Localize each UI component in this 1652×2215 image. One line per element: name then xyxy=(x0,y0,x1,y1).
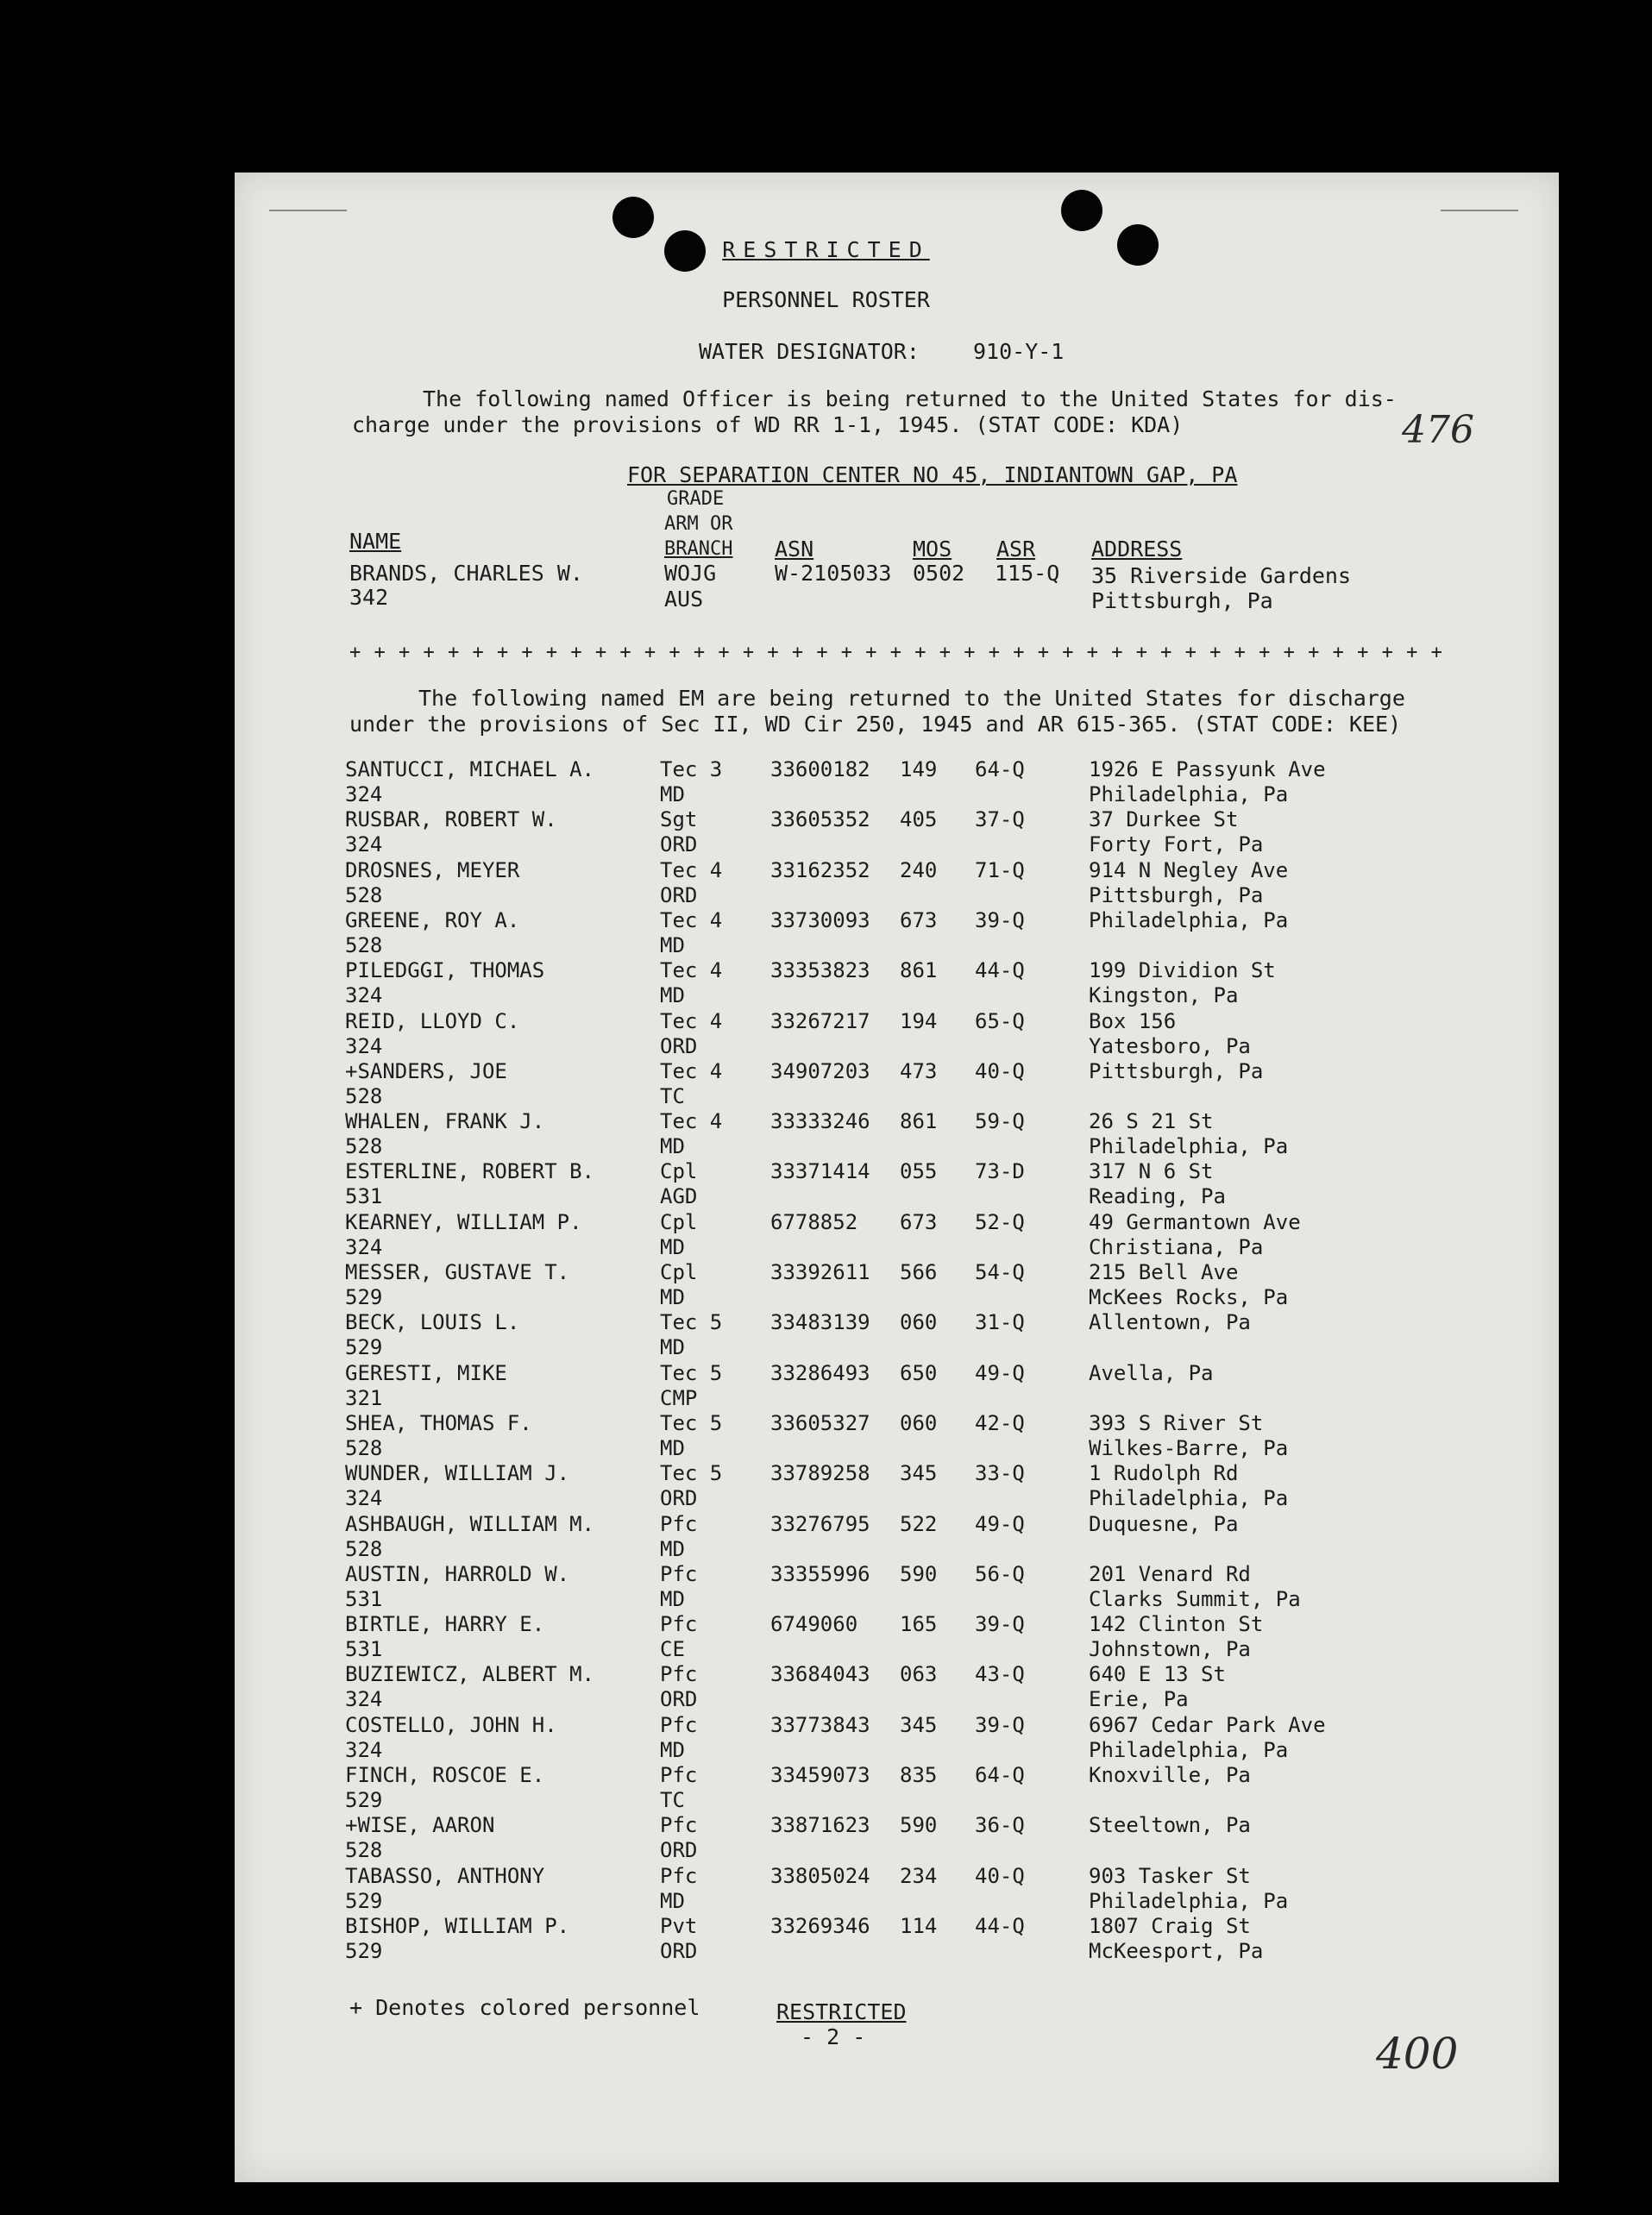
em-asn: 33605352 xyxy=(770,807,870,832)
em-asn: 33267217 xyxy=(770,1008,870,1033)
table-row xyxy=(0,1512,1652,1562)
table-row xyxy=(0,1562,1652,1612)
em-name: FINCH, ROSCOE E. xyxy=(345,1763,545,1787)
em-branch: MD xyxy=(660,932,685,957)
em-address-2: Philadelphia, Pa xyxy=(1089,1134,1289,1159)
em-branch: ORD xyxy=(660,1687,698,1712)
em-address-1: 6967 Cedar Park Ave xyxy=(1089,1712,1326,1737)
em-mos: 060 xyxy=(900,1310,938,1335)
footnote-colored-personnel: + Denotes colored personnel xyxy=(349,1995,700,2020)
em-name: KEARNEY, WILLIAM P. xyxy=(345,1209,582,1234)
em-branch: TC xyxy=(660,1788,685,1812)
em-code: 324 xyxy=(345,832,383,857)
em-branch: MD xyxy=(660,1586,685,1611)
em-grade: Tec 5 xyxy=(660,1360,723,1385)
em-mos: 060 xyxy=(900,1410,938,1435)
em-mos: 522 xyxy=(900,1511,938,1536)
em-asr: 40-Q xyxy=(975,1058,1025,1083)
em-grade: Sgt xyxy=(660,807,698,832)
table-row xyxy=(0,757,1652,807)
em-asr: 37-Q xyxy=(975,807,1025,832)
em-mos: 114 xyxy=(900,1913,938,1938)
em-branch: MD xyxy=(660,1285,685,1309)
em-branch: ORD xyxy=(660,1033,698,1058)
officer-asr: 115-Q xyxy=(995,561,1060,586)
em-address-1: 640 E 13 St xyxy=(1089,1662,1226,1687)
em-mos: 835 xyxy=(900,1763,938,1787)
em-address-1: 903 Tasker St xyxy=(1089,1863,1251,1888)
table-row xyxy=(0,1813,1652,1863)
em-asn: 33392611 xyxy=(770,1260,870,1284)
em-code: 324 xyxy=(345,983,383,1008)
em-asn: 33162352 xyxy=(770,857,870,882)
em-address-2: Pittsburgh, Pa xyxy=(1089,882,1264,907)
col-branch: BRANCH xyxy=(664,538,733,560)
em-branch: MD xyxy=(660,1234,685,1259)
em-grade: Pfc xyxy=(660,1763,698,1787)
punch-hole-3 xyxy=(1061,190,1102,231)
em-code: 324 xyxy=(345,1486,383,1511)
em-asn: 33805024 xyxy=(770,1863,870,1888)
table-row xyxy=(0,1059,1652,1109)
em-branch: ORD xyxy=(660,1486,698,1511)
em-asr: 36-Q xyxy=(975,1813,1025,1838)
em-branch: MD xyxy=(660,1888,685,1913)
water-designator-label: WATER DESIGNATOR: xyxy=(699,339,920,364)
em-branch: MD xyxy=(660,1737,685,1762)
classification-bottom: RESTRICTED xyxy=(776,1999,907,2024)
em-address-2: Christiana, Pa xyxy=(1089,1234,1264,1259)
em-code: 531 xyxy=(345,1184,383,1209)
em-asr: 31-Q xyxy=(975,1310,1025,1335)
em-asr: 52-Q xyxy=(975,1209,1025,1234)
em-grade: Tec 4 xyxy=(660,907,723,932)
em-asr: 65-Q xyxy=(975,1008,1025,1033)
em-asr: 39-Q xyxy=(975,907,1025,932)
em-grade: Tec 4 xyxy=(660,1058,723,1083)
officer-intro-line-2: charge under the provisions of WD RR 1-1, 1945. (STAT CODE: KDA) xyxy=(352,412,1184,437)
em-grade: Tec 5 xyxy=(660,1461,723,1486)
em-asr: 54-Q xyxy=(975,1260,1025,1284)
em-name: +WISE, AARON xyxy=(345,1813,495,1838)
em-grade: Tec 4 xyxy=(660,958,723,983)
col-asn: ASN xyxy=(775,536,814,562)
em-code: 531 xyxy=(345,1637,383,1662)
em-name: BIRTLE, HARRY E. xyxy=(345,1612,545,1637)
em-address-1: 1926 E Passyunk Ave xyxy=(1089,757,1326,781)
em-name: ESTERLINE, ROBERT B. xyxy=(345,1159,594,1184)
table-row xyxy=(0,1210,1652,1260)
em-address-2: Wilkes-Barre, Pa xyxy=(1089,1435,1289,1460)
em-asr: 49-Q xyxy=(975,1511,1025,1536)
em-mos: 149 xyxy=(900,757,938,781)
table-row xyxy=(0,1461,1652,1511)
em-address-1: 215 Bell Ave xyxy=(1089,1260,1239,1284)
page-number: - 2 - xyxy=(801,2024,866,2049)
handwritten-number-bottom: 400 xyxy=(1376,2029,1459,2079)
em-asr: 59-Q xyxy=(975,1109,1025,1134)
em-asn: 33871623 xyxy=(770,1813,870,1838)
em-asn: 6778852 xyxy=(770,1209,858,1234)
em-asn: 33730093 xyxy=(770,907,870,932)
em-asn: 33483139 xyxy=(770,1310,870,1335)
em-mos: 345 xyxy=(900,1461,938,1486)
em-grade: Cpl xyxy=(660,1209,698,1234)
em-branch: MD xyxy=(660,782,685,806)
em-grade: Pvt xyxy=(660,1913,698,1938)
em-name: GREENE, ROY A. xyxy=(345,907,520,932)
col-asr: ASR xyxy=(996,536,1036,562)
em-address-1: 199 Dividion St xyxy=(1089,958,1276,983)
em-name: PILEDGGI, THOMAS xyxy=(345,958,545,983)
em-address-1: 142 Clinton St xyxy=(1089,1612,1264,1637)
em-code: 528 xyxy=(345,932,383,957)
em-address-2: McKees Rocks, Pa xyxy=(1089,1285,1289,1309)
em-asr: 73-D xyxy=(975,1159,1025,1184)
em-mos: 165 xyxy=(900,1612,938,1637)
em-code: 529 xyxy=(345,1938,383,1963)
em-code: 529 xyxy=(345,1888,383,1913)
em-grade: Tec 3 xyxy=(660,757,723,781)
em-address-1: 393 S River St xyxy=(1089,1410,1264,1435)
em-branch: AGD xyxy=(660,1184,698,1209)
em-asn: 33605327 xyxy=(770,1410,870,1435)
em-name: MESSER, GUSTAVE T. xyxy=(345,1260,570,1284)
officer-address-1: 35 Riverside Gardens xyxy=(1091,563,1352,588)
em-asr: 44-Q xyxy=(975,958,1025,983)
em-address-1: Box 156 xyxy=(1089,1008,1177,1033)
em-address-1: 37 Durkee St xyxy=(1089,807,1239,832)
em-branch: ORD xyxy=(660,1938,698,1963)
table-row xyxy=(0,1662,1652,1712)
em-address-2: Yatesboro, Pa xyxy=(1089,1033,1251,1058)
em-address-2: Kingston, Pa xyxy=(1089,983,1239,1008)
table-row xyxy=(0,1713,1652,1763)
em-mos: 650 xyxy=(900,1360,938,1385)
em-grade: Tec 4 xyxy=(660,1008,723,1033)
em-asn: 33600182 xyxy=(770,757,870,781)
em-grade: Pfc xyxy=(660,1662,698,1687)
em-mos: 063 xyxy=(900,1662,938,1687)
officer-grade: WOJG xyxy=(664,561,717,586)
em-address-2: Reading, Pa xyxy=(1089,1184,1226,1209)
em-address-1: Philadelphia, Pa xyxy=(1089,907,1289,932)
em-address-1: Allentown, Pa xyxy=(1089,1310,1251,1335)
handwritten-number-top: 476 xyxy=(1402,408,1474,452)
em-asr: 64-Q xyxy=(975,757,1025,781)
em-address-2: Philadelphia, Pa xyxy=(1089,1737,1289,1762)
col-arm-or: ARM OR xyxy=(664,513,733,535)
em-name: ASHBAUGH, WILLIAM M. xyxy=(345,1511,594,1536)
em-asn: 33355996 xyxy=(770,1561,870,1586)
table-row xyxy=(0,1612,1652,1662)
em-asr: 42-Q xyxy=(975,1410,1025,1435)
table-row xyxy=(0,1914,1652,1964)
em-address-1: Knoxville, Pa xyxy=(1089,1763,1251,1787)
table-row xyxy=(0,1159,1652,1209)
em-asn: 33789258 xyxy=(770,1461,870,1486)
officer-branch: AUS xyxy=(664,587,704,612)
em-name: GERESTI, MIKE xyxy=(345,1360,507,1385)
em-grade: Cpl xyxy=(660,1260,698,1284)
em-grade: Tec 5 xyxy=(660,1410,723,1435)
em-branch: TC xyxy=(660,1083,685,1108)
table-row xyxy=(0,1310,1652,1360)
em-asr: 56-Q xyxy=(975,1561,1025,1586)
table-row xyxy=(0,807,1652,857)
em-address-1: 1 Rudolph Rd xyxy=(1089,1461,1239,1486)
officer-name: BRANDS, CHARLES W. xyxy=(349,561,583,586)
em-code: 529 xyxy=(345,1335,383,1360)
em-name: BECK, LOUIS L. xyxy=(345,1310,520,1335)
edge-mark-left xyxy=(269,210,347,211)
em-grade: Tec 5 xyxy=(660,1310,723,1335)
em-name: +SANDERS, JOE xyxy=(345,1058,507,1083)
em-address-2: Forty Fort, Pa xyxy=(1089,832,1264,857)
em-asn: 33269346 xyxy=(770,1913,870,1938)
em-address-2: Philadelphia, Pa xyxy=(1089,782,1289,806)
em-address-1: 26 S 21 St xyxy=(1089,1109,1214,1134)
em-name: RUSBAR, ROBERT W. xyxy=(345,807,557,832)
em-name: BUZIEWICZ, ALBERT M. xyxy=(345,1662,594,1687)
em-address-1: 1807 Craig St xyxy=(1089,1913,1251,1938)
em-asn: 33353823 xyxy=(770,958,870,983)
em-name: COSTELLO, JOHN H. xyxy=(345,1712,557,1737)
em-branch: ORD xyxy=(660,1838,698,1863)
em-mos: 590 xyxy=(900,1561,938,1586)
em-mos: 234 xyxy=(900,1863,938,1888)
em-mos: 345 xyxy=(900,1712,938,1737)
em-asr: 33-Q xyxy=(975,1461,1025,1486)
em-asn: 34907203 xyxy=(770,1058,870,1083)
col-name: NAME xyxy=(349,529,402,554)
em-address-2: Philadelphia, Pa xyxy=(1089,1888,1289,1913)
em-asn: 6749060 xyxy=(770,1612,858,1637)
table-row xyxy=(0,1260,1652,1310)
em-code: 324 xyxy=(345,1687,383,1712)
em-address-1: Avella, Pa xyxy=(1089,1360,1214,1385)
em-asn: 33276795 xyxy=(770,1511,870,1536)
em-branch: MD xyxy=(660,1435,685,1460)
em-code: 321 xyxy=(345,1385,383,1410)
em-asn: 33371414 xyxy=(770,1159,870,1184)
officer-asn: W-2105033 xyxy=(775,561,892,586)
em-branch: CE xyxy=(660,1637,685,1662)
em-address-2: Erie, Pa xyxy=(1089,1687,1189,1712)
officer-intro-line-1: The following named Officer is being returned to the United States for dis- xyxy=(423,386,1397,411)
officer-address-2: Pittsburgh, Pa xyxy=(1091,588,1273,613)
em-mos: 240 xyxy=(900,857,938,882)
em-branch: ORD xyxy=(660,832,698,857)
em-address-1: 49 Germantown Ave xyxy=(1089,1209,1301,1234)
em-code: 528 xyxy=(345,882,383,907)
table-row xyxy=(0,1361,1652,1411)
em-name: WUNDER, WILLIAM J. xyxy=(345,1461,570,1486)
em-code: 528 xyxy=(345,1435,383,1460)
em-grade: Tec 4 xyxy=(660,857,723,882)
classification-top: RESTRICTED xyxy=(722,237,930,262)
em-asr: 40-Q xyxy=(975,1863,1025,1888)
em-asn: 33286493 xyxy=(770,1360,870,1385)
em-asr: 39-Q xyxy=(975,1712,1025,1737)
em-code: 528 xyxy=(345,1838,383,1863)
em-branch: MD xyxy=(660,983,685,1008)
em-mos: 473 xyxy=(900,1058,938,1083)
separation-center-heading: FOR SEPARATION CENTER NO 45, INDIANTOWN GAP, PA xyxy=(627,462,1238,487)
em-asr: 43-Q xyxy=(975,1662,1025,1687)
em-name: SANTUCCI, MICHAEL A. xyxy=(345,757,594,781)
em-code: 529 xyxy=(345,1788,383,1812)
em-code: 324 xyxy=(345,1234,383,1259)
em-grade: Cpl xyxy=(660,1159,698,1184)
em-grade: Pfc xyxy=(660,1612,698,1637)
em-asr: 71-Q xyxy=(975,857,1025,882)
em-address-1: Pittsburgh, Pa xyxy=(1089,1058,1264,1083)
em-grade: Pfc xyxy=(660,1561,698,1586)
separator-line: + + + + + + + + + + + + + + + + + + + + + + + + + + + + + + + + + + + + + + + + + + + + + xyxy=(349,642,1443,663)
em-asr: 39-Q xyxy=(975,1612,1025,1637)
em-mos: 405 xyxy=(900,807,938,832)
em-address-1: 914 N Negley Ave xyxy=(1089,857,1289,882)
col-address: ADDRESS xyxy=(1091,536,1183,562)
em-address-2: Philadelphia, Pa xyxy=(1089,1486,1289,1511)
em-branch: MD xyxy=(660,1335,685,1360)
em-asn: 33459073 xyxy=(770,1763,870,1787)
em-code: 528 xyxy=(345,1134,383,1159)
water-designator-value: 910-Y-1 xyxy=(973,339,1065,364)
em-code: 324 xyxy=(345,1033,383,1058)
em-grade: Pfc xyxy=(660,1813,698,1838)
em-mos: 590 xyxy=(900,1813,938,1838)
em-mos: 861 xyxy=(900,1109,938,1134)
em-address-1: 317 N 6 St xyxy=(1089,1159,1214,1184)
em-asn: 33773843 xyxy=(770,1712,870,1737)
em-intro-line-1: The following named EM are being returned to the United States for discharge xyxy=(418,686,1405,711)
table-row xyxy=(0,1864,1652,1914)
em-grade: Pfc xyxy=(660,1511,698,1536)
em-code: 528 xyxy=(345,1536,383,1561)
punch-hole-1 xyxy=(612,197,654,238)
table-row xyxy=(0,858,1652,908)
table-row xyxy=(0,1009,1652,1059)
em-branch: MD xyxy=(660,1134,685,1159)
em-mos: 055 xyxy=(900,1159,938,1184)
em-code: 528 xyxy=(345,1083,383,1108)
em-name: REID, LLOYD C. xyxy=(345,1008,520,1033)
table-row xyxy=(0,1109,1652,1159)
em-address-1: 201 Venard Rd xyxy=(1089,1561,1251,1586)
em-address-2: Clarks Summit, Pa xyxy=(1089,1586,1301,1611)
roster-title: PERSONNEL ROSTER xyxy=(722,287,930,312)
em-asn: 33684043 xyxy=(770,1662,870,1687)
em-asr: 64-Q xyxy=(975,1763,1025,1787)
officer-code: 342 xyxy=(349,585,389,610)
em-grade: Pfc xyxy=(660,1712,698,1737)
em-mos: 861 xyxy=(900,958,938,983)
em-mos: 566 xyxy=(900,1260,938,1284)
em-branch: ORD xyxy=(660,882,698,907)
em-code: 531 xyxy=(345,1586,383,1611)
col-mos: MOS xyxy=(913,536,952,562)
em-branch: MD xyxy=(660,1536,685,1561)
em-grade: Tec 4 xyxy=(660,1109,723,1134)
em-address-1: Duquesne, Pa xyxy=(1089,1511,1239,1536)
em-code: 324 xyxy=(345,782,383,806)
em-grade: Pfc xyxy=(660,1863,698,1888)
table-row xyxy=(0,958,1652,1008)
em-asr: 49-Q xyxy=(975,1360,1025,1385)
edge-mark-right xyxy=(1441,210,1518,211)
em-name: TABASSO, ANTHONY xyxy=(345,1863,545,1888)
col-grade: GRADE xyxy=(667,488,725,510)
em-address-2: McKeesport, Pa xyxy=(1089,1938,1264,1963)
table-row xyxy=(0,1411,1652,1461)
em-mos: 673 xyxy=(900,907,938,932)
em-mos: 673 xyxy=(900,1209,938,1234)
em-name: AUSTIN, HARROLD W. xyxy=(345,1561,570,1586)
officer-mos: 0502 xyxy=(913,561,965,586)
em-code: 529 xyxy=(345,1285,383,1309)
em-name: WHALEN, FRANK J. xyxy=(345,1109,545,1134)
em-address-2: Johnstown, Pa xyxy=(1089,1637,1251,1662)
em-name: DROSNES, MEYER xyxy=(345,857,520,882)
em-branch: CMP xyxy=(660,1385,698,1410)
em-mos: 194 xyxy=(900,1008,938,1033)
em-code: 324 xyxy=(345,1737,383,1762)
em-name: SHEA, THOMAS F. xyxy=(345,1410,532,1435)
em-asn: 33333246 xyxy=(770,1109,870,1134)
em-address-1: Steeltown, Pa xyxy=(1089,1813,1251,1838)
table-row xyxy=(0,1763,1652,1813)
em-intro-line-2: under the provisions of Sec II, WD Cir 250, 1945 and AR 615-365. (STAT CODE: KEE) xyxy=(349,712,1402,737)
table-row xyxy=(0,908,1652,958)
em-asr: 44-Q xyxy=(975,1913,1025,1938)
em-name: BISHOP, WILLIAM P. xyxy=(345,1913,570,1938)
